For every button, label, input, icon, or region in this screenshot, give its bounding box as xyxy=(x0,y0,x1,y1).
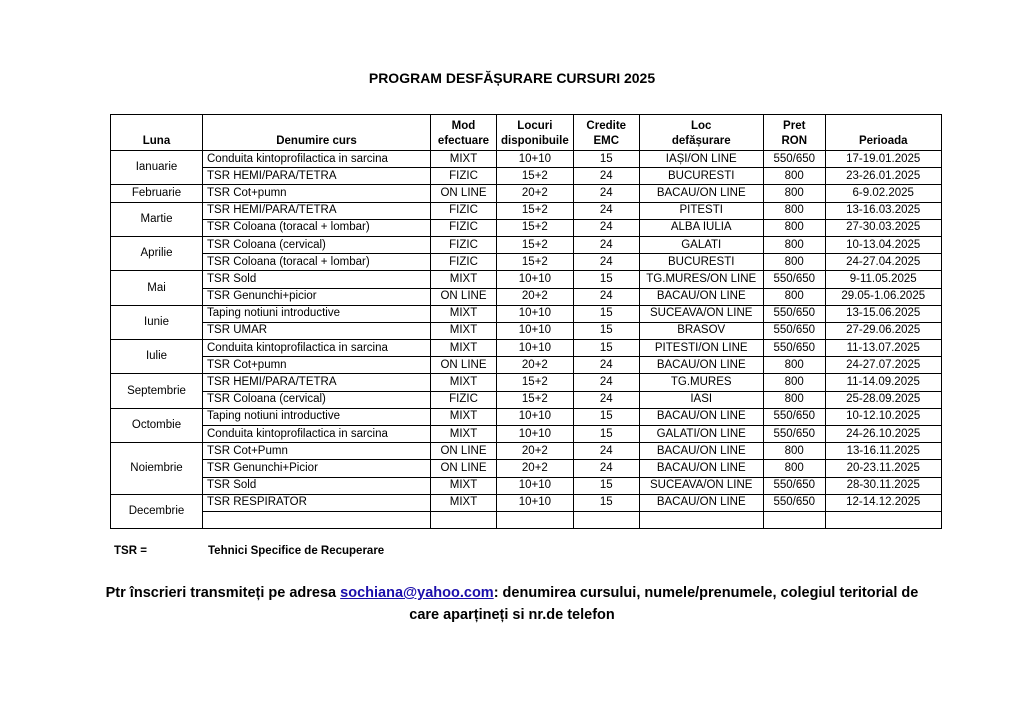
course-name-cell: TSR Sold xyxy=(203,271,431,288)
location-cell: IASI xyxy=(639,391,763,408)
course-name-cell: TSR Genunchi+picior xyxy=(203,288,431,305)
table-row xyxy=(111,494,942,511)
table-row xyxy=(111,219,942,236)
price-cell: 550/650 xyxy=(763,340,825,357)
period-cell: 29.05-1.06.2025 xyxy=(825,288,941,305)
seats-cell: 20+2 xyxy=(497,185,574,202)
registration-line-2: care aparțineți si nr.de telefon xyxy=(409,607,615,623)
price-cell: 800 xyxy=(763,391,825,408)
credits-cell: 15 xyxy=(573,477,639,494)
table-row xyxy=(111,322,942,339)
seats-cell: 10+10 xyxy=(497,322,574,339)
credits-cell: 24 xyxy=(573,202,639,219)
mode-cell: ON LINE xyxy=(431,443,497,460)
seats-cell: 10+10 xyxy=(497,408,574,425)
header-perioada: Perioada xyxy=(825,115,941,151)
registration-line-1 xyxy=(0,582,1024,604)
table-body xyxy=(111,151,942,529)
credits-cell: 24 xyxy=(573,219,639,236)
credits-cell: 24 xyxy=(573,357,639,374)
month-cell: Decembrie xyxy=(111,494,203,528)
credits-cell: 24 xyxy=(573,288,639,305)
period-cell: 17-19.01.2025 xyxy=(825,151,941,168)
period-cell: 13-15.06.2025 xyxy=(825,305,941,322)
period-cell: 13-16.11.2025 xyxy=(825,443,941,460)
table-row xyxy=(111,236,942,253)
course-name-cell: Conduita kintoprofilactica in sarcina xyxy=(203,340,431,357)
credits-cell: 24 xyxy=(573,236,639,253)
table-row xyxy=(111,408,942,425)
credits-cell: 24 xyxy=(573,443,639,460)
course-name-cell: TSR RESPIRATOR xyxy=(203,494,431,511)
mode-cell: FIZIC xyxy=(431,202,497,219)
course-name-cell: TSR Coloana (toracal + lombar) xyxy=(203,254,431,271)
location-cell: GALATI xyxy=(639,236,763,253)
registration-note xyxy=(0,582,1024,626)
location-cell: PITESTI xyxy=(639,202,763,219)
seats-cell: 20+2 xyxy=(497,357,574,374)
course-name-cell: TSR Coloana (cervical) xyxy=(203,391,431,408)
month-cell: Aprilie xyxy=(111,236,203,270)
location-cell xyxy=(639,511,763,528)
price-cell: 800 xyxy=(763,236,825,253)
location-cell: TG.MURES/ON LINE xyxy=(639,271,763,288)
location-cell: BACAU/ON LINE xyxy=(639,288,763,305)
price-cell: 550/650 xyxy=(763,494,825,511)
period-cell: 24-27.04.2025 xyxy=(825,254,941,271)
period-cell: 6-9.02.2025 xyxy=(825,185,941,202)
location-cell: BACAU/ON LINE xyxy=(639,460,763,477)
email-link[interactable]: sochiana@yahoo.com xyxy=(340,585,494,601)
table-row xyxy=(111,254,942,271)
price-cell: 800 xyxy=(763,254,825,271)
table-row xyxy=(111,288,942,305)
mode-cell: MIXT xyxy=(431,340,497,357)
period-cell: 23-26.01.2025 xyxy=(825,168,941,185)
seats-cell: 20+2 xyxy=(497,443,574,460)
course-name-cell: TSR Genunchi+Picior xyxy=(203,460,431,477)
credits-cell xyxy=(573,511,639,528)
course-name-cell: TSR Cot+pumn xyxy=(203,185,431,202)
course-name-cell: TSR Coloana (cervical) xyxy=(203,236,431,253)
legend-meaning: Tehnici Specifice de Recuperare xyxy=(208,545,385,557)
seats-cell: 20+2 xyxy=(497,460,574,477)
table-header-row xyxy=(111,115,942,151)
course-name-cell: TSR Sold xyxy=(203,477,431,494)
credits-cell: 24 xyxy=(573,460,639,477)
price-cell: 800 xyxy=(763,460,825,477)
mode-cell: MIXT xyxy=(431,494,497,511)
month-cell: Martie xyxy=(111,202,203,236)
credits-cell: 15 xyxy=(573,426,639,443)
course-name-cell: Conduita kintoprofilactica in sarcina xyxy=(203,426,431,443)
seats-cell: 15+2 xyxy=(497,254,574,271)
period-cell: 12-14.12.2025 xyxy=(825,494,941,511)
mode-cell: FIZIC xyxy=(431,236,497,253)
credits-cell: 15 xyxy=(573,340,639,357)
table-row xyxy=(111,443,942,460)
course-name-cell: Taping notiuni introductive xyxy=(203,305,431,322)
price-cell: 800 xyxy=(763,443,825,460)
period-cell: 20-23.11.2025 xyxy=(825,460,941,477)
credits-cell: 15 xyxy=(573,305,639,322)
location-cell: PITESTI/ON LINE xyxy=(639,340,763,357)
table-row xyxy=(111,391,942,408)
header-pret: Pret RON xyxy=(763,115,825,151)
seats-cell: 10+10 xyxy=(497,426,574,443)
price-cell: 800 xyxy=(763,374,825,391)
price-cell: 800 xyxy=(763,185,825,202)
credits-cell: 15 xyxy=(573,408,639,425)
seats-cell: 10+10 xyxy=(497,340,574,357)
header-denumire-curs: Denumire curs xyxy=(203,115,431,151)
mode-cell: FIZIC xyxy=(431,254,497,271)
seats-cell: 10+10 xyxy=(497,494,574,511)
mode-cell: ON LINE xyxy=(431,460,497,477)
period-cell: 9-11.05.2025 xyxy=(825,271,941,288)
price-cell: 800 xyxy=(763,168,825,185)
seats-cell: 15+2 xyxy=(497,236,574,253)
mode-cell: FIZIC xyxy=(431,219,497,236)
course-name-cell: TSR HEMI/PARA/TETRA xyxy=(203,202,431,219)
month-cell: Septembrie xyxy=(111,374,203,408)
course-schedule-table xyxy=(110,114,942,529)
table-row xyxy=(111,374,942,391)
credits-cell: 15 xyxy=(573,271,639,288)
period-cell: 13-16.03.2025 xyxy=(825,202,941,219)
header-locuri: Locuri disponibuile xyxy=(497,115,574,151)
course-name-cell: TSR Coloana (toracal + lombar) xyxy=(203,219,431,236)
table-row xyxy=(111,271,942,288)
period-cell: 10-12.10.2025 xyxy=(825,408,941,425)
registration-prefix: Ptr înscrieri transmiteți pe adresa xyxy=(105,585,341,601)
period-cell: 24-26.10.2025 xyxy=(825,426,941,443)
location-cell: BACAU/ON LINE xyxy=(639,408,763,425)
period-cell: 27-29.06.2025 xyxy=(825,322,941,339)
mode-cell: ON LINE xyxy=(431,357,497,374)
price-cell: 550/650 xyxy=(763,477,825,494)
course-name-cell: TSR HEMI/PARA/TETRA xyxy=(203,374,431,391)
seats-cell: 15+2 xyxy=(497,219,574,236)
location-cell: SUCEAVA/ON LINE xyxy=(639,305,763,322)
header-luna: Luna xyxy=(111,115,203,151)
course-name-cell: Taping notiuni introductive xyxy=(203,408,431,425)
course-name-cell: TSR UMAR xyxy=(203,322,431,339)
table-row xyxy=(111,185,942,202)
location-cell: BUCURESTI xyxy=(639,254,763,271)
mode-cell: FIZIC xyxy=(431,168,497,185)
table-row xyxy=(111,305,942,322)
credits-cell: 24 xyxy=(573,374,639,391)
page-title: PROGRAM DESFĂȘURARE CURSURI 2025 xyxy=(368,70,656,86)
location-cell: SUCEAVA/ON LINE xyxy=(639,477,763,494)
price-cell: 550/650 xyxy=(763,322,825,339)
course-name-cell: TSR Cot+Pumn xyxy=(203,443,431,460)
month-cell: Iunie xyxy=(111,305,203,339)
period-cell: 10-13.04.2025 xyxy=(825,236,941,253)
mode-cell: MIXT xyxy=(431,426,497,443)
header-loc-desfasurare: Loc defășurare xyxy=(639,115,763,151)
price-cell: 800 xyxy=(763,288,825,305)
credits-cell: 24 xyxy=(573,391,639,408)
location-cell: TG.MURES xyxy=(639,374,763,391)
period-cell: 25-28.09.2025 xyxy=(825,391,941,408)
table-row xyxy=(111,202,942,219)
period-cell xyxy=(825,511,941,528)
price-cell: 800 xyxy=(763,357,825,374)
period-cell: 27-30.03.2025 xyxy=(825,219,941,236)
price-cell: 550/650 xyxy=(763,408,825,425)
table-row xyxy=(111,477,942,494)
course-name-cell: TSR HEMI/PARA/TETRA xyxy=(203,168,431,185)
period-cell: 11-13.07.2025 xyxy=(825,340,941,357)
month-cell: Iulie xyxy=(111,340,203,374)
mode-cell: ON LINE xyxy=(431,288,497,305)
price-cell: 550/650 xyxy=(763,151,825,168)
month-cell: Mai xyxy=(111,271,203,305)
seats-cell: 10+10 xyxy=(497,151,574,168)
mode-cell: MIXT xyxy=(431,322,497,339)
seats-cell: 10+10 xyxy=(497,305,574,322)
credits-cell: 15 xyxy=(573,494,639,511)
registration-details: : denumirea cursului, numele/prenumele, colegiul teritorial de xyxy=(493,585,919,601)
course-name-cell: TSR Cot+pumn xyxy=(203,357,431,374)
credits-cell: 24 xyxy=(573,254,639,271)
seats-cell: 10+10 xyxy=(497,477,574,494)
mode-cell: MIXT xyxy=(431,271,497,288)
mode-cell: MIXT xyxy=(431,477,497,494)
seats-cell: 20+2 xyxy=(497,288,574,305)
period-cell: 28-30.11.2025 xyxy=(825,477,941,494)
table-row xyxy=(111,426,942,443)
mode-cell: FIZIC xyxy=(431,391,497,408)
credits-cell: 15 xyxy=(573,151,639,168)
course-name-cell xyxy=(203,511,431,528)
mode-cell xyxy=(431,511,497,528)
month-cell: Octombie xyxy=(111,408,203,442)
course-name-cell: Conduita kintoprofilactica in sarcina xyxy=(203,151,431,168)
table-row xyxy=(111,151,942,168)
seats-cell: 15+2 xyxy=(497,374,574,391)
location-cell: BACAU/ON LINE xyxy=(639,494,763,511)
mode-cell: MIXT xyxy=(431,151,497,168)
mode-cell: MIXT xyxy=(431,408,497,425)
header-credite-emc: Credite EMC xyxy=(573,115,639,151)
seats-cell xyxy=(497,511,574,528)
seats-cell: 15+2 xyxy=(497,391,574,408)
credits-cell: 15 xyxy=(573,322,639,339)
location-cell: BRASOV xyxy=(639,322,763,339)
mode-cell: MIXT xyxy=(431,305,497,322)
table-row xyxy=(111,340,942,357)
credits-cell: 24 xyxy=(573,168,639,185)
price-cell: 550/650 xyxy=(763,271,825,288)
location-cell: IAȘI/ON LINE xyxy=(639,151,763,168)
credits-cell: 24 xyxy=(573,185,639,202)
price-cell: 550/650 xyxy=(763,426,825,443)
month-cell: Februarie xyxy=(111,185,203,202)
location-cell: BACAU/ON LINE xyxy=(639,443,763,460)
location-cell: BACAU/ON LINE xyxy=(639,185,763,202)
table-row xyxy=(111,357,942,374)
seats-cell: 15+2 xyxy=(497,168,574,185)
table-row xyxy=(111,511,942,528)
header-mod-efectuare: Mod efectuare xyxy=(431,115,497,151)
location-cell: ALBA IULIA xyxy=(639,219,763,236)
table-row xyxy=(111,460,942,477)
month-cell: Noiembrie xyxy=(111,443,203,495)
price-cell: 800 xyxy=(763,219,825,236)
month-cell: Ianuarie xyxy=(111,151,203,185)
location-cell: BACAU/ON LINE xyxy=(639,357,763,374)
period-cell: 11-14.09.2025 xyxy=(825,374,941,391)
mode-cell: MIXT xyxy=(431,374,497,391)
seats-cell: 15+2 xyxy=(497,202,574,219)
table-row xyxy=(111,168,942,185)
price-cell: 550/650 xyxy=(763,305,825,322)
location-cell: BUCURESTI xyxy=(639,168,763,185)
mode-cell: ON LINE xyxy=(431,185,497,202)
price-cell: 800 xyxy=(763,202,825,219)
location-cell: GALATI/ON LINE xyxy=(639,426,763,443)
period-cell: 24-27.07.2025 xyxy=(825,357,941,374)
price-cell xyxy=(763,511,825,528)
legend-abbreviation: TSR = xyxy=(114,545,147,557)
seats-cell: 10+10 xyxy=(497,271,574,288)
